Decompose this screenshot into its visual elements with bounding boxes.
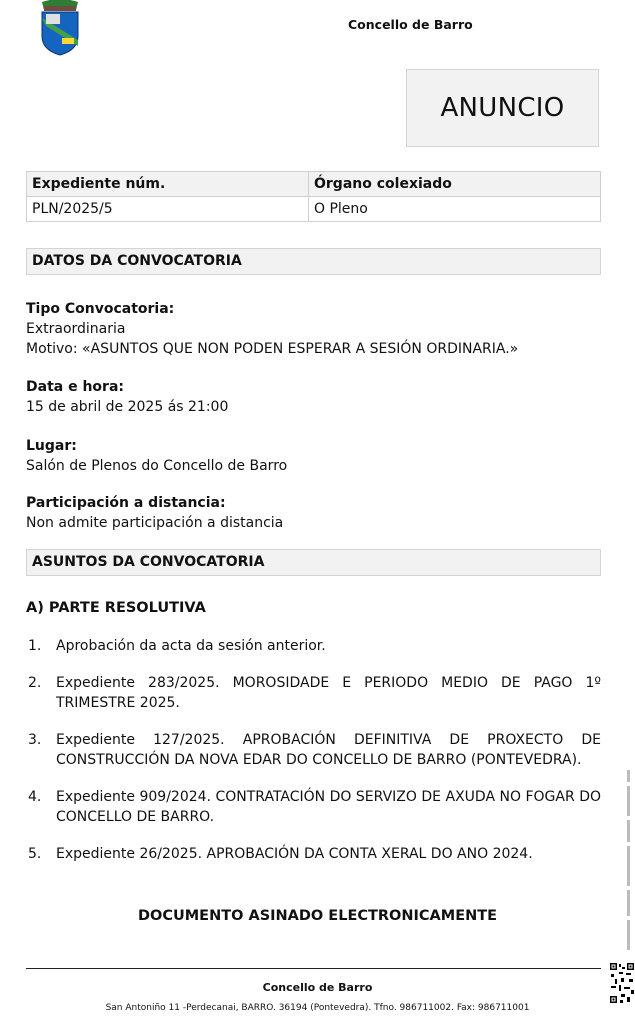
agenda-list [28, 636, 601, 881]
lugar-value: Salón de Plenos do Concello de Barro [26, 458, 288, 474]
data-value: 15 de abril de 2025 ás 21:00 [26, 399, 229, 415]
parte-resolutiva-title: A) PARTE RESOLUTIVA [26, 600, 206, 616]
item-text: Expediente 26/2025. APROBACIÓN DA CONTA XERAL DO ANO 2024. [56, 846, 533, 862]
tipo-label: Tipo Convocatoria: [26, 301, 175, 317]
section-title-asuntos: ASUNTOS DA CONVOCATORIA [26, 549, 601, 576]
footer-divider [26, 968, 601, 969]
item-text: Aprobación da acta da sesión anterior. [56, 638, 326, 654]
field-participacion [26, 493, 283, 533]
lugar-label: Lugar: [26, 438, 77, 454]
table-header-row [27, 172, 601, 197]
participacion-label: Participación a distancia: [26, 495, 226, 511]
list-item [28, 844, 601, 864]
item-text: Expediente 909/2024. CONTRATACIÓN DO SERVIZO DE AXUDA NO FOGAR DO CONCELLO DE BARRO. [56, 789, 601, 825]
list-item [28, 636, 601, 656]
verification-text-strip [624, 770, 634, 950]
item-text: Expediente 127/2025. APROBACIÓN DEFINITIVA DE PROXECTO DE CONSTRUCCIÓN DA NOVA EDAR DO CONCELLO DE BARRO (PONTEVEDRA). [56, 732, 601, 768]
list-item [28, 673, 601, 713]
item-number: 1. [28, 638, 42, 654]
expediente-number: PLN/2025/5 [27, 197, 309, 222]
field-lugar [26, 436, 287, 476]
item-number: 2. [28, 675, 42, 691]
item-text: Expediente 283/2025. MOROSIDADE E PERIODO MEDIO DE PAGO 1º TRIMESTRE 2025. [56, 675, 601, 711]
tipo-value: Extraordinaria [26, 321, 126, 337]
footer-org-name: Concello de Barro [262, 981, 373, 994]
organo-header: Órgano colexiado [309, 172, 601, 197]
list-item [28, 730, 601, 770]
participacion-value: Non admite participación a distancia [26, 515, 284, 531]
item-number: 4. [28, 789, 42, 805]
organo-value: O Pleno [309, 197, 601, 222]
footer-address: San Antoniño 11 -Perdecanai, BARRO. 36194 (Pontevedra). Tfno. 986711002. Fax: 986711001 [105, 1003, 530, 1013]
item-number: 3. [28, 732, 42, 748]
qr-code-icon [609, 962, 635, 1004]
field-tipo-convocatoria [26, 299, 518, 359]
signature-note: DOCUMENTO ASINADO ELECTRONICAMENTE [137, 908, 498, 924]
section-title-datos: DATOS DA CONVOCATORIA [26, 248, 601, 275]
list-item [28, 787, 601, 827]
document-type-label: ANUNCIO [440, 93, 565, 123]
document-type-box [406, 69, 599, 147]
motivo-text: Motivo: «ASUNTOS QUE NON PODEN ESPERAR A SESIÓN ORDINARIA.» [26, 341, 519, 357]
table-row [27, 197, 601, 222]
item-number: 5. [28, 846, 42, 862]
org-header-title: Concello de Barro [348, 17, 473, 32]
data-label: Data e hora: [26, 379, 124, 395]
expediente-table [26, 171, 601, 222]
expediente-header: Expediente núm. [27, 172, 309, 197]
coat-of-arms-icon [36, 0, 84, 56]
field-data-hora [26, 377, 228, 417]
